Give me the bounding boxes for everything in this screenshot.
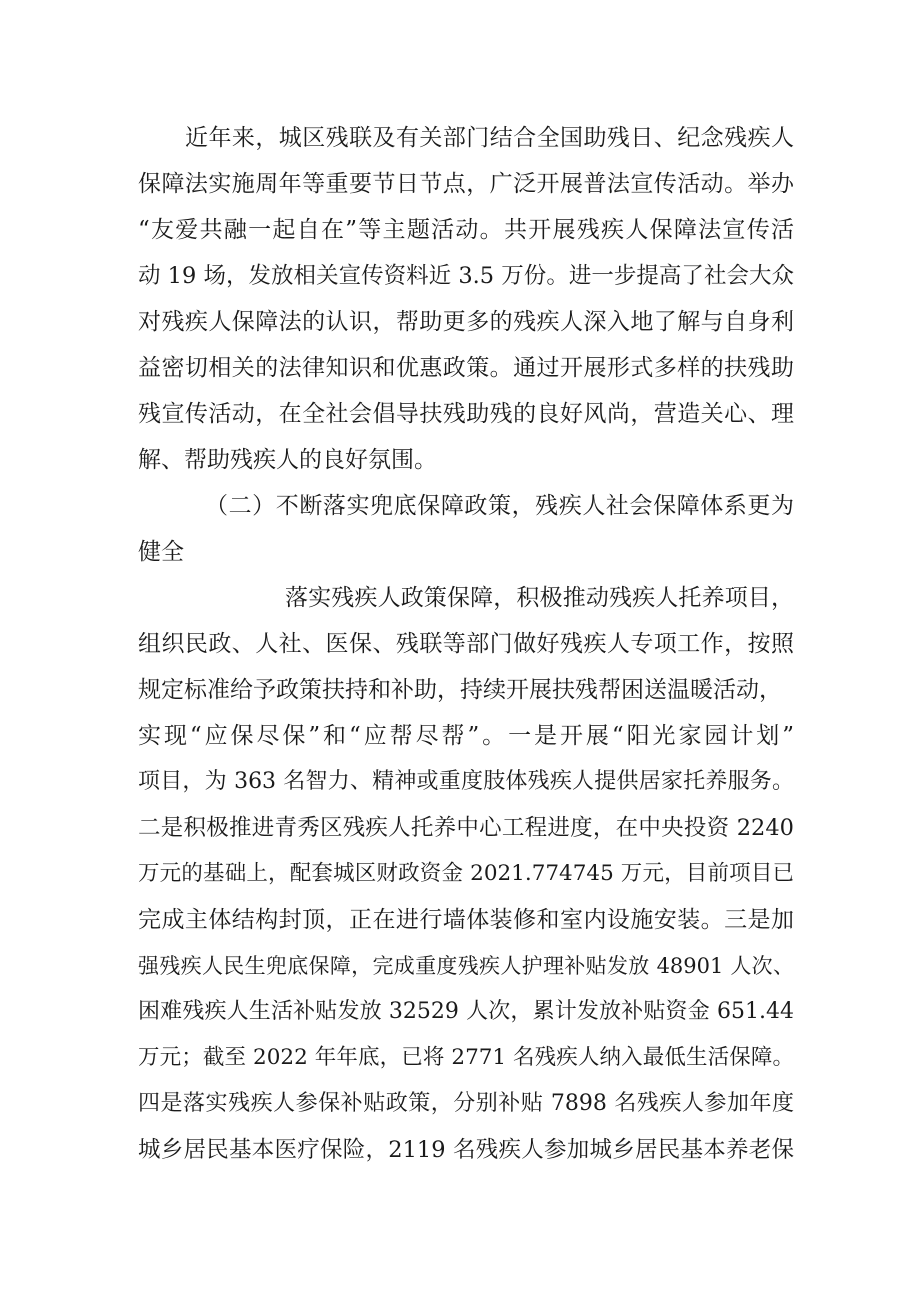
text-line: 困难残疾人生活补贴发放 32529 人次，累计发放补贴资金 651.44 xyxy=(138,999,794,1024)
text-line: 完成主体结构封顶，正在进行墙体装修和室内设施安装。三是加 xyxy=(138,907,794,933)
text-line: 二是积极推进青秀区残疾人托养中心工程进度，在中央投资 2240 xyxy=(138,815,794,841)
text-line: 保障法实施周年等重要节日节点，广泛开展普法宣传活动。举办 xyxy=(138,171,794,197)
text-line: 近年来，城区残联及有关部门结合全国助残日、纪念残疾人 xyxy=(185,125,794,151)
text-line: 项目，为 363 名智力、精神或重度肢体残疾人提供居家托养服务。 xyxy=(138,769,794,794)
text-line: 强残疾人民生兜底保障，完成重度残疾人护理补贴发放 48901 人次、 xyxy=(138,954,794,978)
text-line: 解、帮助残疾人的良好氛围。 xyxy=(138,447,437,473)
text-line: 落实残疾人政策保障，积极推动残疾人托养项目， xyxy=(285,585,794,611)
text-line: 实现“应保尽保”和“应帮尽帮”。一是开展“阳光家园计划” xyxy=(138,723,794,749)
text-line: 益密切相关的法律知识和优惠政策。通过开展形式多样的扶残助 xyxy=(138,355,794,381)
text-line: 对残疾人保障法的认识，帮助更多的残疾人深入地了解与自身利 xyxy=(138,309,794,335)
text-line: 万元；截至 2022 年年底，已将 2771 名残疾人纳入最低生活保障。 xyxy=(138,1045,794,1070)
text-line: 四是落实残疾人参保补贴政策，分别补贴 7898 名残疾人参加年度 xyxy=(138,1091,794,1116)
text-line: 组织民政、人社、医保、残联等部门做好残疾人专项工作，按照 xyxy=(138,631,794,657)
section-heading: （二）不断落实兜底保障政策，残疾人社会保障体系更为 xyxy=(205,493,794,519)
section-heading: 健全 xyxy=(138,539,184,565)
text-line: 万元的基础上，配套城区财政资金 2021.774745 万元，目前项目已 xyxy=(138,861,794,886)
text-line: “友爱共融一起自在”等主题活动。共开展残疾人保障法宣传活 xyxy=(138,217,794,243)
text-line: 动 19 场，发放相关宣传资料近 3.5 万份。进一步提高了社会大众 xyxy=(138,263,794,289)
text-line: 残宣传活动，在全社会倡导扶残助残的良好风尚，营造关心、理 xyxy=(138,401,794,427)
text-line: 城乡居民基本医疗保险，2119 名残疾人参加城乡居民基本养老保 xyxy=(138,1137,794,1163)
text-line: 规定标准给予政策扶持和补助，持续开展扶残帮困送温暖活动， xyxy=(138,677,782,703)
